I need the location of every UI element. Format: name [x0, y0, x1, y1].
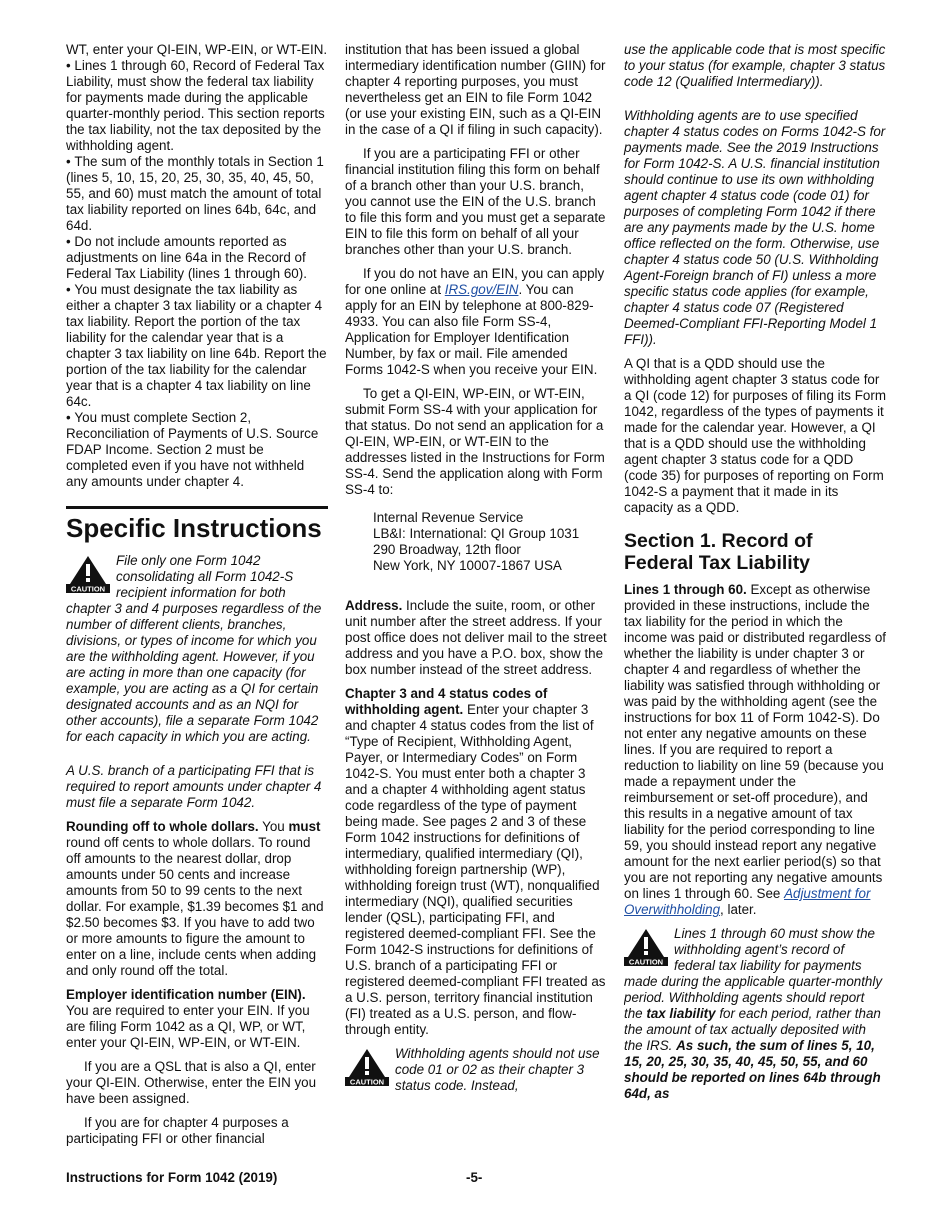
text-paragraph: A QI that is a QDD should use the withholding agent chapter 3 status code for a QI (code 12) for purposes of filing its Form 1042, regardless of the types of payments it made for the calendar year. However, a QI that is a QDD should use the withholding agent chapter 3 status code for a QDD (code 35) for purposes of reporting on Form 1042-S a payment that it made in its capacity as a QDD. — [624, 356, 886, 515]
text-paragraph — [66, 819, 328, 979]
caution-icon — [345, 1048, 389, 1086]
caution-note — [345, 1046, 607, 1094]
column-1 — [66, 42, 328, 1155]
page-number: -5- — [466, 1170, 483, 1185]
column-2 — [345, 42, 607, 1102]
text-paragraph: If you are for chapter 4 purposes a participating FFI or other financial — [66, 1115, 289, 1146]
text-paragraph — [345, 598, 607, 678]
caution-label: CAUTION — [70, 584, 106, 593]
address-line: LB&I: International: QI Group 1031 — [373, 526, 580, 541]
caution-note — [66, 553, 328, 745]
caution-text: File only one Form 1042 consolidating all Form 1042-S recipient information for both chapter 3 and 4 purposes regardless of the number of different clients, branches, divisions, or types of income for which you are the withholding agent. However, if you are acting in more than one capacity (for example, you are acting as a QI for certain designated accounts and as an NQI for other accounts), file a separate Form 1042 for each capacity in which you are acting. — [66, 553, 322, 744]
text-run: As such, the sum of lines 5, 10, 15, 20, 25, 30, 35, 40, 45, 50, 55, and 60 should be reported on lines 64b through 64d, as — [624, 1038, 881, 1101]
address-line: New York, NY 10007-1867 USA — [373, 558, 562, 573]
bullet-item: • You must designate the tax liability as either a chapter 3 tax liability or a chapter 4 tax liability. Report the portion of the tax liability for the calendar year that is a chapter 3 tax liability on line 64b. Report the portion of the tax liability for the calendar year that is a chapter 4 tax liability on line 64c. — [66, 282, 328, 410]
text-paragraph: If you are a participating FFI or other financial institution filing this form on behalf of a branch other than your U.S. branch, you cannot use the EIN of the U.S. branch to file this form and you must get a separate EIN to file this form on behalf of all your branches other than your U.S. branch. — [345, 146, 606, 257]
caution-icon — [66, 555, 110, 593]
text-paragraph: WT, enter your QI-EIN, WP-EIN, or WT-EIN. — [66, 42, 328, 57]
text-run: . You can apply for an EIN by telephone at 800-829-4933. You can also file Form SS-4, Application for Employer Identification Number, by fax or mail. File amended Forms 1042-S when you receive your EIN. — [345, 282, 598, 377]
run-in-heading: Address. — [345, 598, 403, 613]
section-heading: Specific Instructions — [66, 506, 328, 543]
text-paragraph: institution that has been issued a global intermediary identification number (GIIN) for chapter 4 reporting purposes, you must nevertheless get an EIN to file Form 1042 (or use your existing EIN, such as a QI-EIN in the case of a QI if filing in such capacity). — [345, 42, 606, 137]
caution-note — [624, 926, 886, 1102]
bullet-item: • The sum of the monthly totals in Section 1 (lines 5, 10, 15, 20, 25, 30, 35, 40, 45, 50, 55, and 60) must match the amount of total tax liability reported on lines 64b, 64c, and 64d. — [66, 154, 328, 234]
text-paragraph — [345, 686, 607, 1038]
text-paragraph — [66, 987, 328, 1051]
footer-title: Instructions for Form 1042 (2019) — [66, 1170, 278, 1185]
text-run: You are required to enter your EIN. If you are filing Form 1042 as a QI, WP, or WT, enter your QI-EIN, WP-EIN, or WT-EIN. — [66, 1003, 310, 1050]
caution-icon — [624, 928, 668, 966]
bullet-item: • Lines 1 through 60, Record of Federal Tax Liability, must show the federal tax liability for payments made during the applicable quarter-monthly period. This section reports the tax liability, not the tax deposited by the withholding agent. — [66, 58, 328, 154]
adjustment-overwithholding-link[interactable]: Adjustment for Overwithholding — [624, 886, 871, 917]
run-in-heading: Lines 1 through 60. — [624, 582, 747, 597]
text-run: , later. — [720, 902, 757, 917]
caution-label: CAUTION — [349, 1077, 385, 1086]
caution-label: CAUTION — [628, 957, 664, 966]
text-paragraph: use the applicable code that is most specific to your status (for example, chapter 3 status code 12 (Qualified Intermediary)). — [624, 42, 886, 89]
text-run: If you do not have an EIN, you can apply for one online at — [345, 266, 605, 297]
address-line: Internal Revenue Service — [373, 510, 524, 525]
text-paragraph: A U.S. branch of a participating FFI that is required to report amounts under chapter 4 must file a separate Form 1042. — [66, 763, 322, 810]
text-run: for each period, rather than the amount of tax actually deposited with the IRS. — [624, 1006, 881, 1053]
bullet-item: • Do not include amounts reported as adjustments on line 64a in the Record of Federal Tax Liability (lines 1 through 60). — [66, 234, 328, 282]
run-in-heading: Rounding off to whole dollars. — [66, 819, 259, 834]
text-run: You — [262, 819, 285, 834]
page-footer — [66, 1170, 886, 1186]
run-in-heading: Employer identification number (EIN). — [66, 987, 306, 1002]
address-line: 290 Broadway, 12th floor — [373, 542, 521, 557]
text-paragraph: To get a QI-EIN, WP-EIN, or WT-EIN, submit Form SS-4 with your application for that status. Do not send an application for a QI-EIN, WP-EIN, or WT-EIN to the addresses listed in the Instructions for Form SS-4. Send the application along with Form SS-4 to: — [345, 386, 605, 497]
column-3 — [624, 42, 886, 1110]
text-run: Lines 1 through 60 must show the withholding agent’s record of federal tax liability for payments made during the applicable quarter-monthly period. Withholding agents should report the — [624, 926, 883, 1021]
mailing-address — [345, 510, 607, 574]
text-paragraph: If you are a QSL that is also a QI, enter your QI-EIN. Otherwise, enter the EIN you have been assigned. — [66, 1059, 317, 1106]
bullet-item: • You must complete Section 2, Reconciliation of Payments of U.S. Source FDAP Income. Section 2 must be completed even if you have not withheld any amounts under chapter 4. — [66, 410, 328, 490]
text-paragraph — [624, 582, 886, 918]
text-run: Include the suite, room, or other unit number after the street address. If your post office does not deliver mail to the street address and you have a P.O. box, show the box number instead of the street address. — [345, 598, 607, 677]
run-in-heading: Chapter 3 and 4 status codes of withholding agent. — [345, 686, 548, 717]
section-heading: Section 1. Record of Federal Tax Liability — [624, 530, 813, 574]
irs-ein-link[interactable]: IRS.gov/EIN — [444, 282, 519, 297]
text-run: must — [288, 819, 321, 834]
text-paragraph — [345, 266, 607, 378]
text-paragraph: Withholding agents are to use specified chapter 4 status codes on Forms 1042-S for payments made. See the 2019 Instructions for Form 1042-S. A U.S. financial institution should continue to use its own withholding agent chapter 4 status code (code 01) for purposes of completing Form 1042 if there are any payments made by the U.S. home office reflected on the form. Otherwise, use chapter 4 status code 50 (U.S. Withholding Agent-Foreign branch of FI) unless a more specific status code applies (for example, chapter 4 status code 07 (Registered Deemed-Compliant FFI-Reporting Model 1 FFI)). — [624, 108, 886, 347]
text-run: Except as otherwise provided in these instructions, include the tax liability for the period in which the income was paid or distributed regardless of whether the liability is under chapter 3 or chapter 4 and regardless of whether the liability was satisfied through withholding or was paid by the withholding agent (see the instructions for box 11 of Form 1042-S). Do not enter any negative amounts on these lines. If you are required to report a reduction to liability on line 59 (because you made a repayment under the reimbursement or set-off procedure), and this results in a negative amount of tax liability for the period corresponding to line 59, you should instead report any negative amount for the next earlier period(s) so that you are not reporting any negative amounts on lines 1 through 60. See — [624, 582, 886, 901]
text-run: Enter your chapter 3 and chapter 4 status codes from the list of “Type of Recipient, Withholding Agent, Payer, or Intermediary Codes” on Form 1042-S. You must enter both a chapter 3 and a chapter 4 withholding agent status code regardless of the type of payment being made. See pages 2 and 3 of these Form 1042 instructions for definitions of intermediary, qualified intermediary (QI), withholding foreign partnership (WP), withholding foreign trust (WT), nonqualified intermediary (NQI), qualified securities lender (QSL), participating FFI, and registered deemed-compliant FFI. See the Form 1042-S instructions for definitions of U.S. branch of a participating FFI or registered deemed-compliant FFI treated as a U.S. person, territory financial institution (FI) treated as a U.S. person, and flow-through entity. — [345, 702, 606, 1037]
caution-text: Withholding agents should not use code 01 or 02 as their chapter 3 status code. Instead, — [395, 1046, 600, 1093]
text-run: tax liability — [646, 1006, 716, 1021]
text-run: round off cents to whole dollars. To round off amounts to the nearest dollar, drop amounts under 50 cents and increase amounts from 50 to 99 cents to the next dollar. For example, $1.39 becomes $1 and $2.50 becomes $3. If you have to add two or more amounts to figure the amount to enter on a line, include cents when adding and only round off the total. — [66, 835, 324, 978]
